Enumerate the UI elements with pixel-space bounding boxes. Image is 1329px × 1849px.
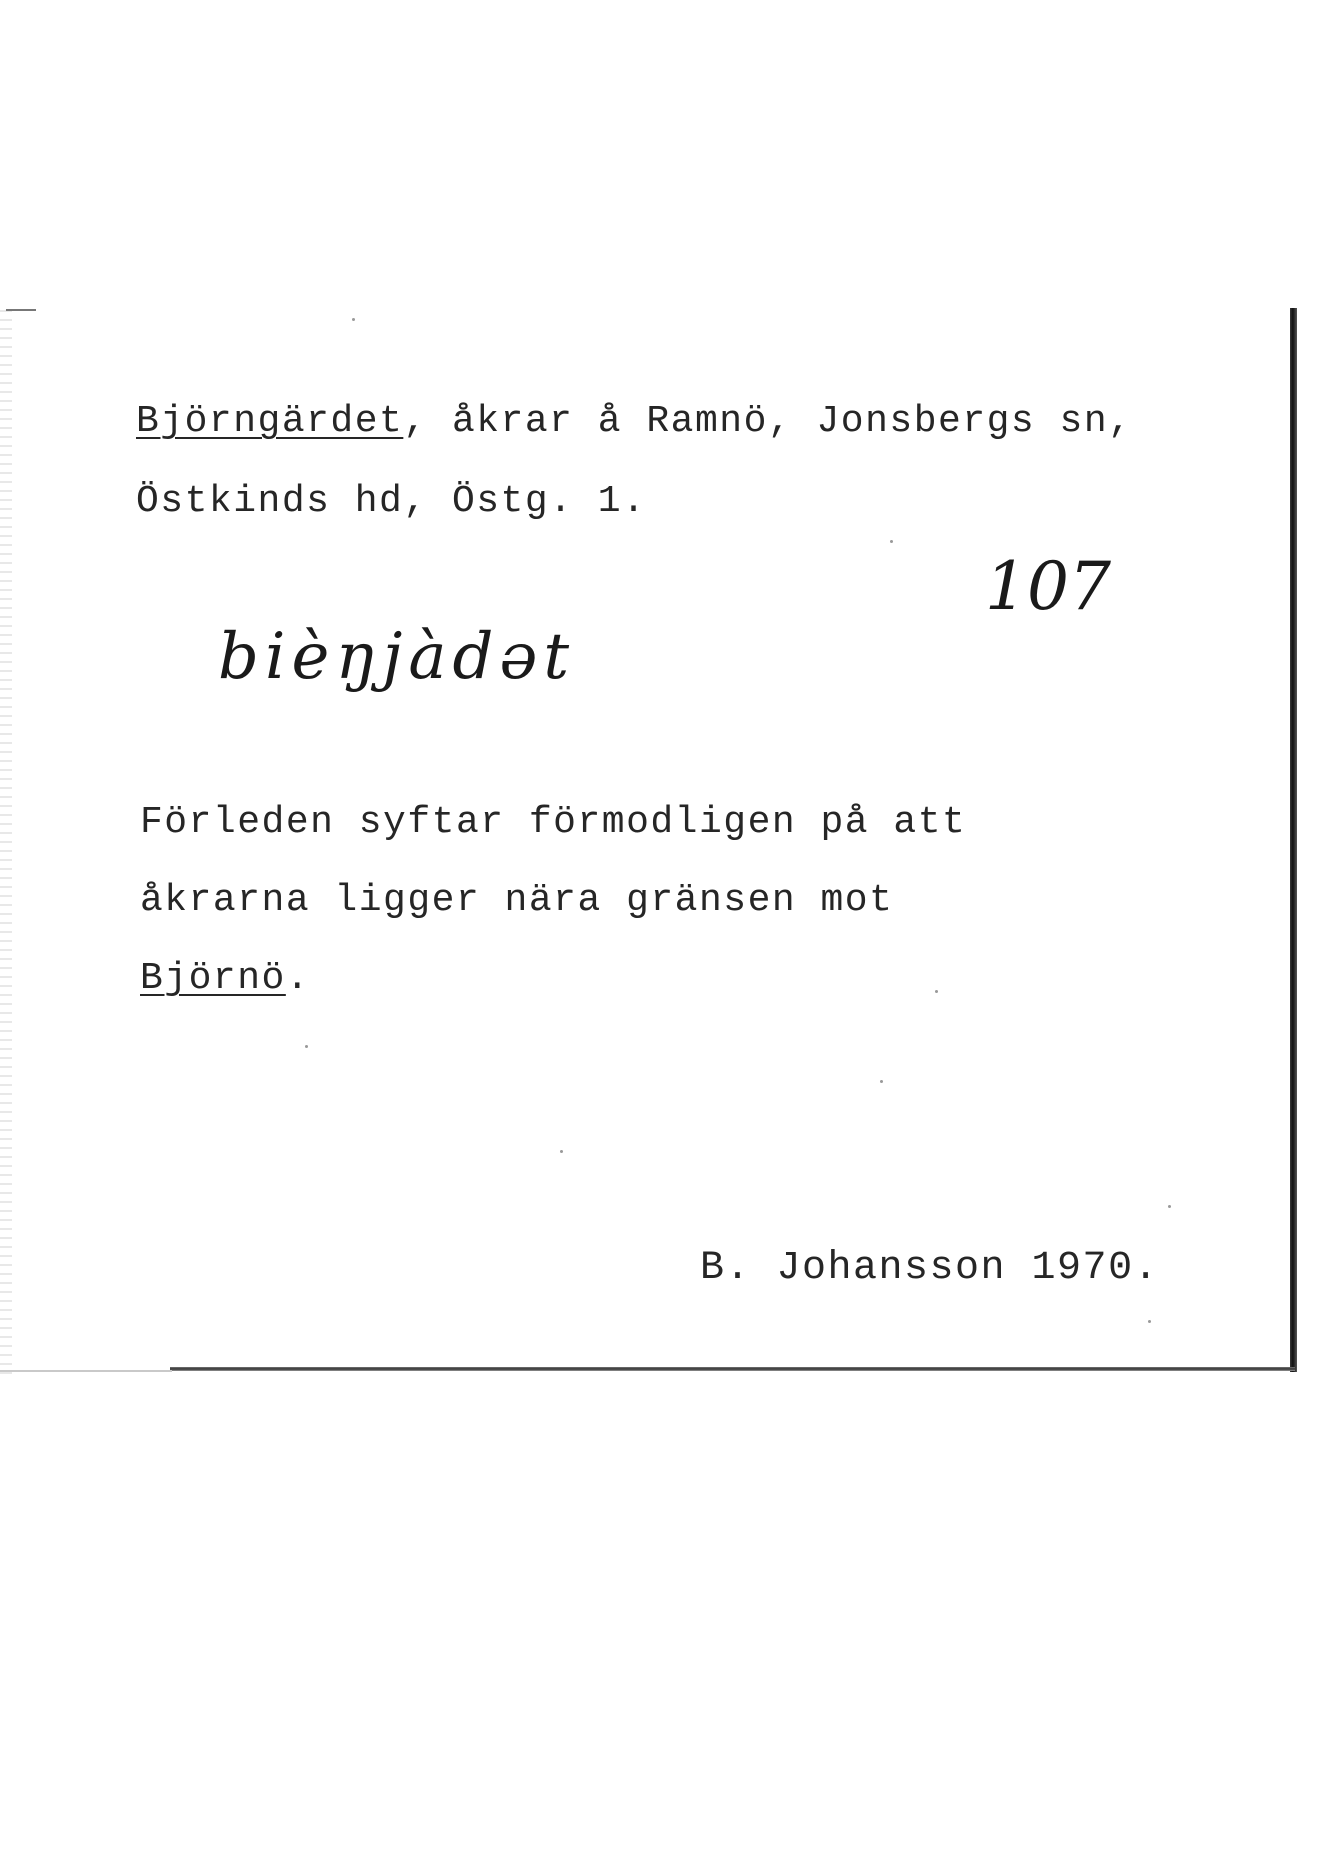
paper-speck [1148, 1320, 1151, 1323]
card-right-edge [1290, 308, 1297, 1372]
paper-speck [1168, 1205, 1171, 1208]
body-line-2: åkrarna ligger nära gränsen mot [140, 879, 894, 922]
paper-speck [352, 318, 355, 321]
header-location: , åkrar å Ramnö, Jonsbergs sn, [403, 400, 1133, 443]
headword: Björngärdet [136, 400, 404, 443]
body-place-name: Björnö [140, 957, 286, 1000]
paper-speck [890, 540, 893, 543]
card-left-edge [0, 310, 12, 1375]
paper-speck [305, 1045, 308, 1048]
card-bottom-edge [170, 1367, 1295, 1371]
entry-district-line: Östkinds hd, Östg. 1. [136, 480, 647, 523]
entry-header-line [136, 400, 1132, 443]
card-number: 107 [985, 548, 1111, 625]
body-line-1: Förleden syftar förmodligen på att [140, 801, 967, 844]
paper-speck [935, 990, 938, 993]
body-line-3-end: . [285, 957, 311, 1000]
body-line-3 [140, 957, 310, 1000]
paper-speck [880, 1080, 883, 1083]
card-bottom-edge-faint [0, 1370, 172, 1372]
signature: B. Johansson 1970. [700, 1246, 1160, 1291]
phonetic-transcription: bièŋjàdət [218, 620, 576, 694]
card-corner-mark [6, 309, 36, 311]
paper-speck [560, 1150, 563, 1153]
